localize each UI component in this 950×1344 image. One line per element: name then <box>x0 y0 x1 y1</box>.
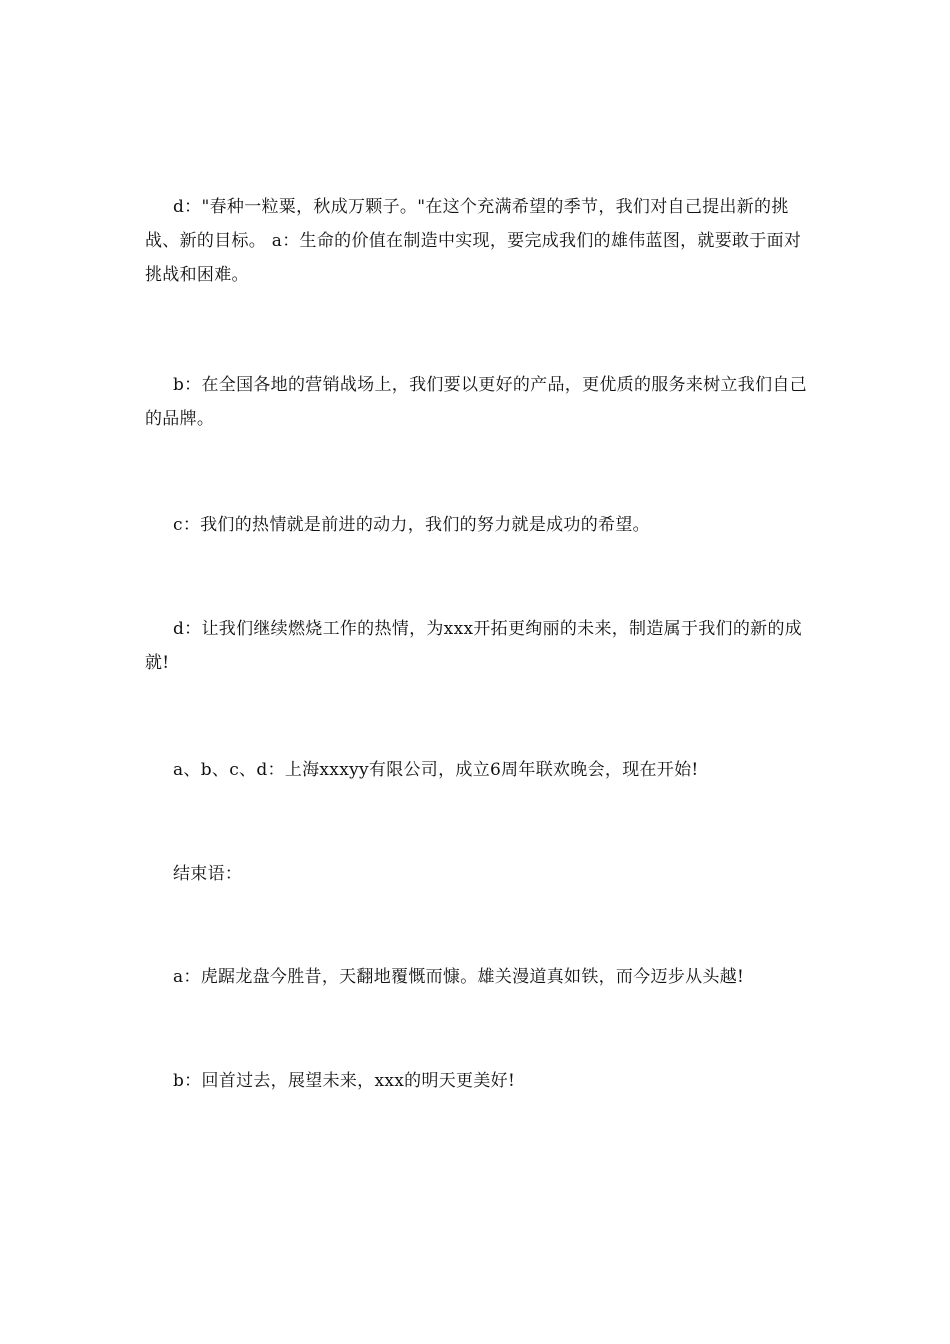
paragraph: b：回首过去，展望未来，xxx的明天更美好! <box>173 1071 516 1091</box>
paragraph: a、b、c、d：上海xxxyy有限公司，成立6周年联欢晚会，现在开始! <box>173 760 699 780</box>
paragraph: d：让我们继续燃烧工作的热情，为xxx开拓更绚丽的未来，制造属于我们的新的成就! <box>145 619 803 673</box>
paragraph: c：我们的热情就是前进的动力，我们的努力就是成功的希望。 <box>173 515 650 535</box>
paragraph: a：虎踞龙盘今胜昔，天翻地覆慨而慷。雄关漫道真如铁，而今迈步从头越! <box>173 967 745 987</box>
section-heading: 结束语： <box>173 864 243 884</box>
paragraph: d："春种一粒粟，秋成万颗子。"在这个充满希望的季节，我们对自己提出新的挑战、新的目标。 a：生命的价值在制造中实现，要完成我们的雄伟蓝图，就要敢于面对挑战和困难。 <box>145 197 802 285</box>
paragraph: b：在全国各地的营销战场上，我们要以更好的产品，更优质的服务来树立我们自己的品牌。 <box>145 375 807 429</box>
